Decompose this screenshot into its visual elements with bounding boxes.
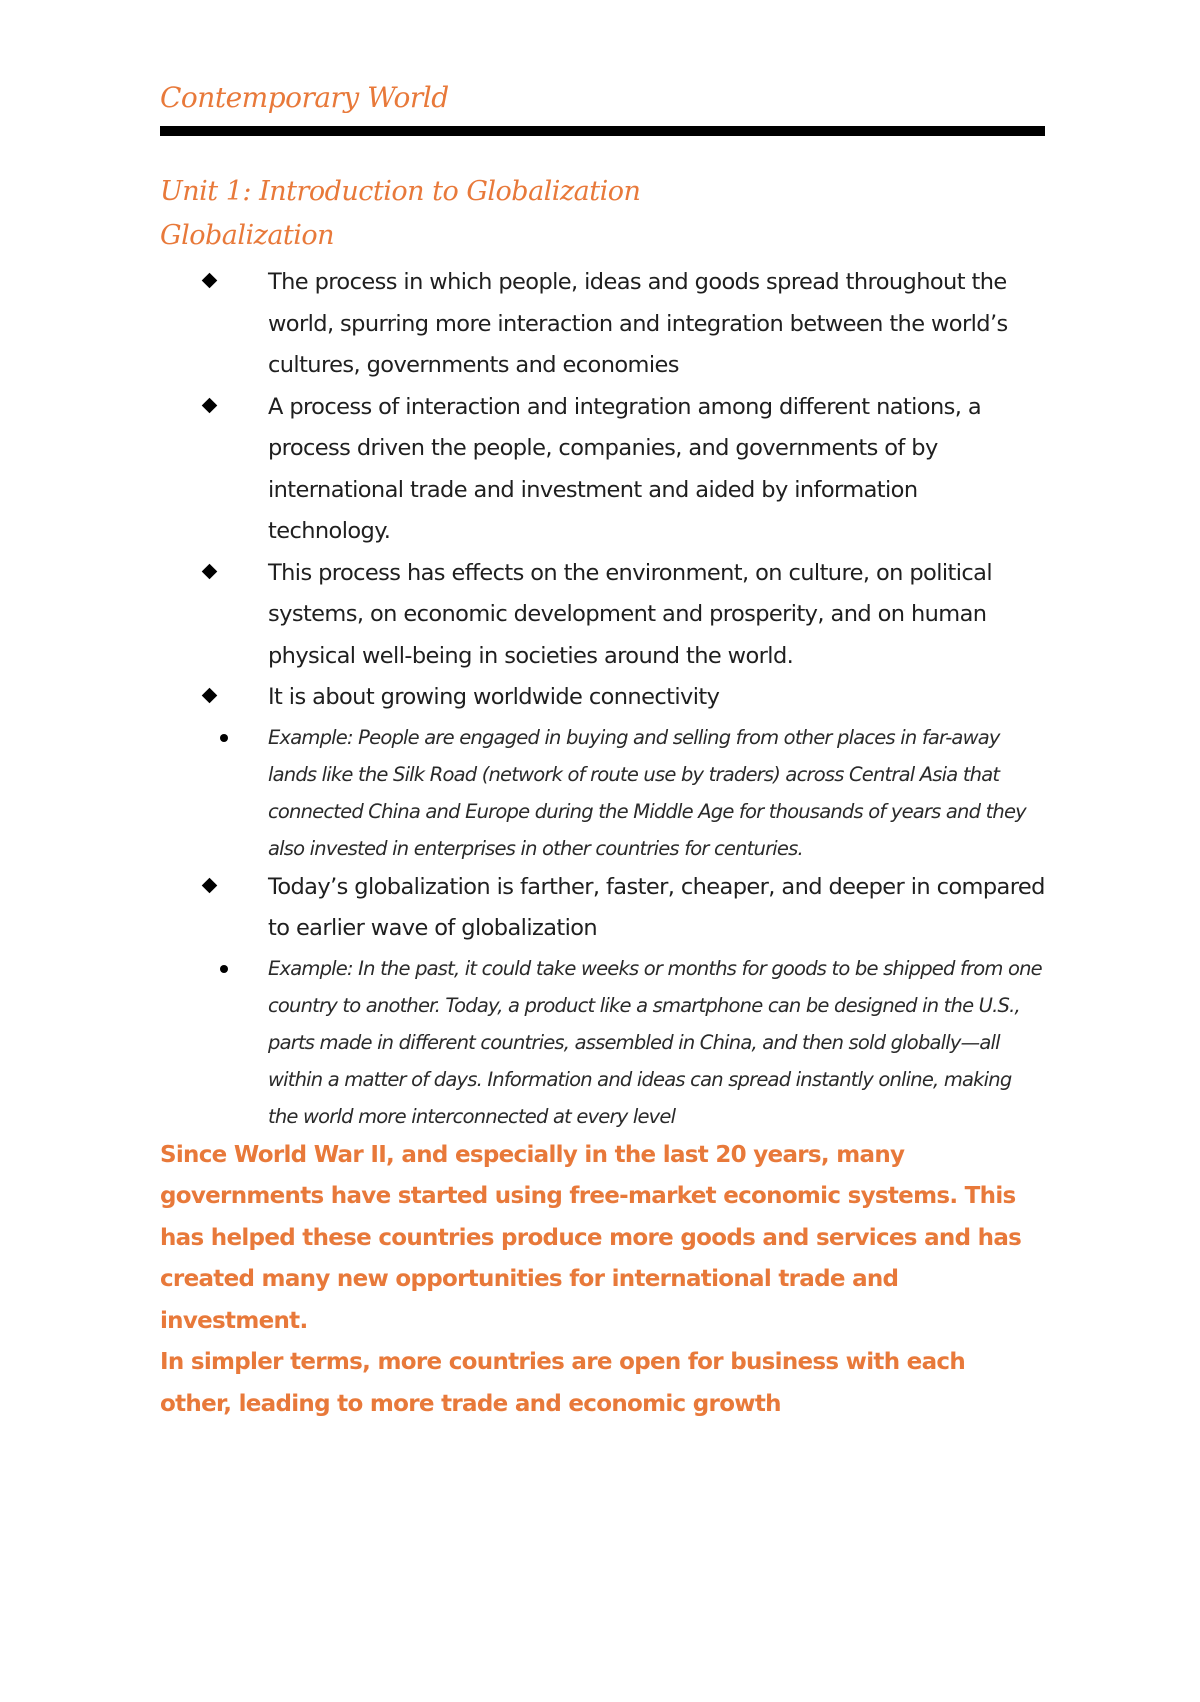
diamond-bullet-icon — [202, 273, 218, 289]
diamond-bullet-icon — [202, 397, 218, 413]
dot-bullet-icon — [220, 734, 228, 742]
dot-bullet-icon — [220, 965, 228, 973]
summary-paragraph: In simpler terms, more countries are open for business with each other, leading to more trade and economic growth — [160, 1349, 966, 1417]
diamond-bullet-icon — [202, 688, 218, 704]
globalization-points-list — [160, 262, 1045, 719]
diamond-bullet-icon — [202, 877, 218, 893]
point-text: The process in which people, ideas and goods spread throughout the world, spurring more interaction and integration between the world’s cultures, governments and economies — [268, 269, 1008, 378]
point-text: Today’s globalization is farther, faster, cheaper, and deeper in compared to earlier wave of globalization — [268, 873, 1045, 941]
document-page — [160, 76, 1045, 1425]
diamond-bullet-icon — [202, 563, 218, 579]
point-text: A process of interaction and integration among different nations, a process driven the people, companies, and governments of by international trade and investment and aided by information technology. — [268, 393, 982, 544]
list-item — [160, 262, 1045, 387]
unit-title: Unit 1: Introduction to Globalization — [160, 176, 641, 207]
header-rule — [160, 126, 1045, 136]
example-text: Example: People are engaged in buying and selling from other places in far-away lands like the Silk Road (network of route use by traders) across Central Asia that connected China and Europe during the Middle Age for thousands of years and they also invested in enterprises in other countries for centuries. — [268, 725, 1026, 860]
globalization-points-list-continued — [160, 867, 1045, 950]
summary-paragraph: Since World War II, and especially in the last 20 years, many governments have started using free-market economic systems. This has helped these countries produce more goods and services and has created many new opportunities for international trade and investment. — [160, 1141, 1022, 1334]
example-item — [160, 719, 1045, 867]
example-item — [160, 950, 1045, 1135]
point-text: It is about growing worldwide connectivity — [268, 684, 720, 710]
list-item — [160, 677, 1045, 719]
list-item — [160, 553, 1045, 678]
document-header-title: Contemporary World — [160, 81, 449, 114]
point-text: This process has effects on the environment, on culture, on political systems, on economic development and prosperity, and on human physical well-being in societies around the world. — [268, 559, 992, 669]
list-item — [160, 387, 1045, 553]
section-title: Globalization — [160, 220, 335, 251]
list-item — [160, 867, 1045, 950]
example-text: Example: In the past, it could take weeks or months for goods to be shipped from one country to another. Today, a product like a smartphone can be designed in the U.S., parts made in different countries, assembled in China, and then sold globally—all within a matter of days. Information and ideas can spread instantly online, making the world more interconnected at every level — [268, 956, 1042, 1128]
